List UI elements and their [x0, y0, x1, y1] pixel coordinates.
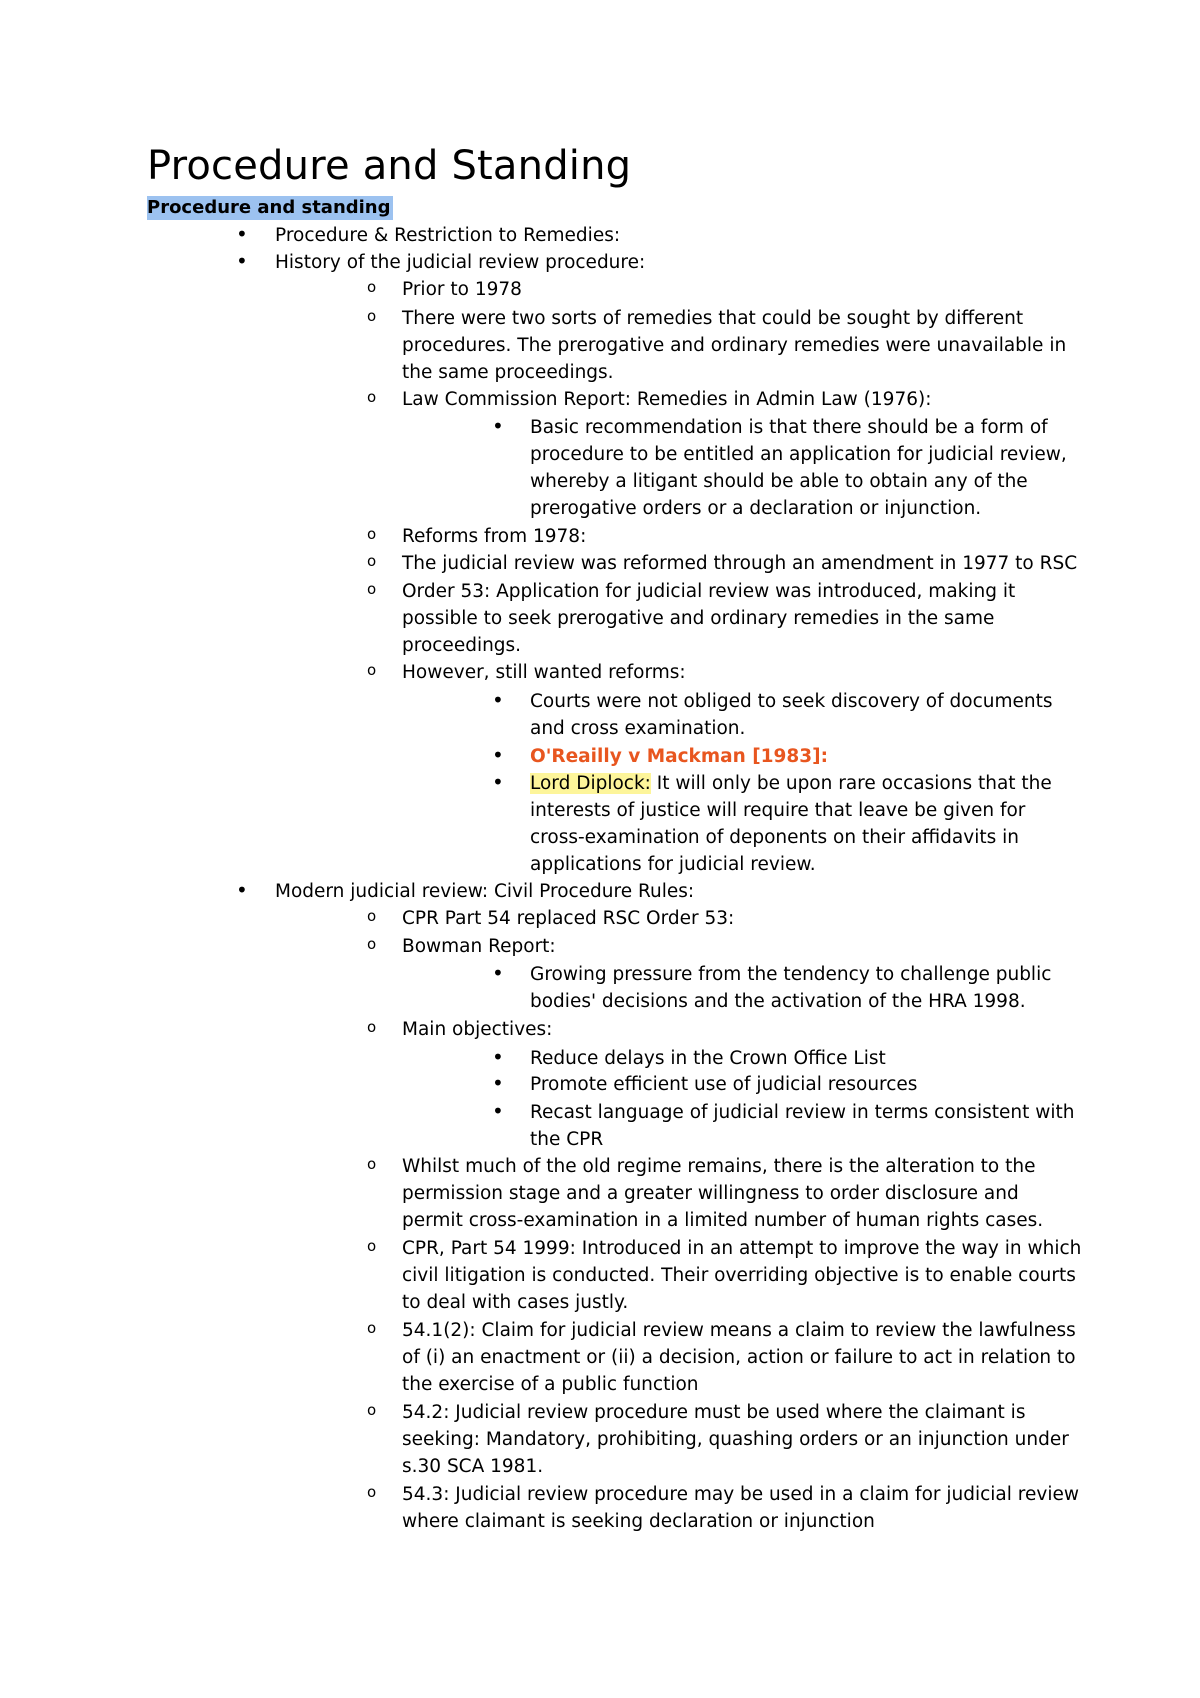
text-line: possible to seek prerogative and ordinary remedies in the same [402, 608, 995, 629]
bullet-marker: o [367, 907, 377, 925]
bullet-marker: o [367, 1401, 377, 1419]
text-line: Law Commission Report: Remedies in Admin Law (1976): [402, 389, 932, 410]
text-line: cross-examination of deponents on their affidavits in [530, 827, 1019, 848]
text-line: prerogative orders or a declaration or injunction. [530, 498, 982, 519]
bullet-marker: • [492, 743, 504, 767]
bullet-marker: • [492, 961, 504, 985]
bullet-marker: o [367, 580, 377, 598]
line-text: It will only be upon rare occasions that the [650, 773, 1052, 794]
text-line: Whilst much of the old regime remains, there is the alteration to the [402, 1156, 1036, 1177]
text-line: procedure to be entitled an application for judicial review, [530, 444, 1067, 465]
text-line: applications for judicial review. [530, 854, 816, 875]
bullet-marker: • [492, 688, 504, 712]
text-line: History of the judicial review procedure: [275, 252, 646, 273]
text-line: Promote efficient use of judicial resources [530, 1074, 918, 1095]
text-line: proceedings. [402, 635, 522, 656]
highlighted-judge-name: Lord Diplock: [530, 773, 651, 794]
text-line: s.30 SCA 1981. [402, 1456, 544, 1477]
section-heading: Procedure and standing [147, 197, 391, 218]
text-line: where claimant is seeking declaration or injunction [402, 1511, 875, 1532]
text-line: Reforms from 1978: [402, 526, 587, 547]
text-line: CPR, Part 54 1999: Introduced in an attempt to improve the way in which [402, 1238, 1082, 1259]
bullet-marker: o [367, 1483, 377, 1501]
text-line: the exercise of a public function [402, 1374, 699, 1395]
bullet-marker: • [236, 222, 248, 246]
text-line: However, still wanted reforms: [402, 662, 686, 683]
text-line: seeking: Mandatory, prohibiting, quashing orders or an injunction under [402, 1429, 1069, 1450]
bullet-marker: • [236, 249, 248, 273]
bullet-marker: o [367, 1018, 377, 1036]
bullet-marker: • [492, 770, 504, 794]
text-line: Reduce delays in the Crown Office List [530, 1048, 886, 1069]
text-line: Prior to 1978 [402, 279, 522, 300]
text-line: Order 53: Application for judicial review was introduced, making it [402, 581, 1016, 602]
bullet-marker: o [367, 1319, 377, 1337]
text-line: the CPR [530, 1129, 604, 1150]
text-line: 54.3: Judicial review procedure may be used in a claim for judicial review [402, 1484, 1079, 1505]
bullet-marker: o [367, 661, 377, 679]
text-line: Main objectives: [402, 1019, 553, 1040]
text-line: whereby a litigant should be able to obtain any of the [530, 471, 1028, 492]
bullet-marker: o [367, 1155, 377, 1173]
text-line: interests of justice will require that leave be given for [530, 800, 1026, 821]
text-line: to deal with cases justly. [402, 1292, 629, 1313]
bullet-marker: • [492, 1045, 504, 1069]
text-line: bodies' decisions and the activation of the HRA 1998. [530, 991, 1026, 1012]
bullet-marker: • [492, 1071, 504, 1095]
page-title: Procedure and Standing [147, 143, 632, 189]
bullet-marker: o [367, 935, 377, 953]
text-line: civil litigation is conducted. Their overriding objective is to enable courts [402, 1265, 1076, 1286]
text-line: Courts were not obliged to seek discovery of documents [530, 691, 1053, 712]
text-line: Recast language of judicial review in terms consistent with [530, 1102, 1075, 1123]
text-line: 54.2: Judicial review procedure must be used where the claimant is [402, 1402, 1026, 1423]
bullet-marker: o [367, 388, 377, 406]
text-line: There were two sorts of remedies that could be sought by different [402, 308, 1024, 329]
text-line: permission stage and a greater willingness to order disclosure and [402, 1183, 1019, 1204]
text-line: CPR Part 54 replaced RSC Order 53: [402, 908, 735, 929]
bullet-marker: • [492, 1099, 504, 1123]
text-line: procedures. The prerogative and ordinary remedies were unavailable in [402, 335, 1067, 356]
text-line: 54.1(2): Claim for judicial review means a claim to review the lawfulness [402, 1320, 1076, 1341]
case-citation: O'Reailly v Mackman [1983]: [530, 746, 829, 767]
bullet-marker: • [236, 878, 248, 902]
text-line: Bowman Report: [402, 936, 556, 957]
text-line: Modern judicial review: Civil Procedure Rules: [275, 881, 695, 902]
text-line: the same proceedings. [402, 362, 614, 383]
bullet-marker: o [367, 552, 377, 570]
text-line: permit cross-examination in a limited number of human rights cases. [402, 1210, 1044, 1231]
text-line: Basic recommendation is that there should be a form of [530, 417, 1048, 438]
bullet-marker: o [367, 307, 377, 325]
text-line: of (i) an enactment or (ii) a decision, action or failure to act in relation to [402, 1347, 1076, 1368]
text-line: and cross examination. [530, 718, 746, 739]
text-line [530, 743, 828, 770]
bullet-marker: o [367, 278, 377, 296]
bullet-marker: o [367, 525, 377, 543]
text-line: Procedure & Restriction to Remedies: [275, 225, 621, 246]
text-line: Growing pressure from the tendency to challenge public [530, 964, 1052, 985]
text-line [530, 770, 1052, 797]
text-line: The judicial review was reformed through an amendment in 1977 to RSC [402, 553, 1078, 574]
bullet-marker: o [367, 1237, 377, 1255]
bullet-marker: • [492, 414, 504, 438]
